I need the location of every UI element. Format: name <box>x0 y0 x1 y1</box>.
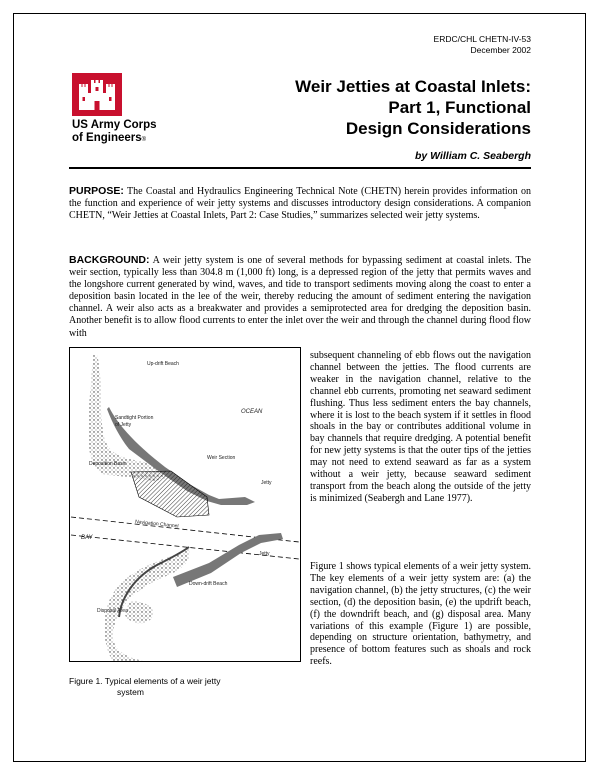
document-id <box>434 34 531 56</box>
label-jetty-top: Jetty <box>261 480 272 486</box>
deposition-basin <box>131 471 209 517</box>
org-line-1: US Army Corps <box>72 119 157 131</box>
caption-line-1: Figure 1. Typical elements of a weir jetty <box>69 676 221 686</box>
title-line-2: Part 1, Functional <box>388 98 531 117</box>
figure-caption <box>69 676 301 698</box>
disposal-area <box>125 601 153 623</box>
background-label: BACKGROUND: <box>69 254 150 266</box>
doc-number: ERDC/CHL CHETN-IV-53 <box>433 34 531 44</box>
weir-jetty-diagram <box>69 347 301 662</box>
downdrift-beach-landmass <box>104 547 189 661</box>
purpose-paragraph <box>69 185 531 222</box>
label-updrift-beach: Up-drift Beach <box>147 361 179 367</box>
label-bay: BAY <box>81 535 93 541</box>
label-navigation-channel: Navigation Channel <box>134 519 179 530</box>
label-ocean: OCEAN <box>241 409 263 415</box>
label-weir-section: Weir Section <box>207 455 236 461</box>
title-divider <box>69 167 531 169</box>
figure-1-diagram <box>69 347 301 662</box>
background-continued: subsequent channeling of ebb flows out the navigation channel between the jetties. The flood currents are weaker in the navigation channel, relative to the channel ebb currents, promoting net seaward sediment flushing. Thus less sediment enters the bay channels, where it is lost to the beach system if it settles in flood shoals in the bay or contributes additional volume in bay channels that require dredging. A potential benefit for new jetty systems is that the outer tips of the jetties may not need to extend seaward as far as a system without a weir jetty, because seaward sediment transport from the beach along the outside of the jetty is minimized (Seabergh and Lane 1977). <box>310 350 531 504</box>
background-paragraph <box>69 254 531 340</box>
label-downdrift-beach: Down-drift Beach <box>189 581 228 587</box>
purpose-label: PURPOSE: <box>69 185 124 197</box>
label-deposition-basin: Deposition Basin <box>89 461 127 467</box>
label-disposal-area: Disposal Area <box>97 608 128 614</box>
trademark-symbol: ® <box>141 137 147 143</box>
label-sandtight: Sandtight Portion <box>115 415 154 421</box>
organization-name <box>72 119 157 147</box>
figure-description-paragraph: Figure 1 shows typical elements of a weir jetty system. The key elements of a weir jetty system are: (a) the navigation channel, (b) the jetty structures, (c) the weir section, (d) the deposition basin, (e) the updrift beach, (f) the downdrift beach, and (g) disposal area. Many variations of this example (Figure 1) are possible, depending on structure orientation, bathymetry, and presence of bottom features such as shoals and rock reefs. <box>310 561 531 668</box>
background-text: A weir jetty system is one of several methods for bypassing sediment at coastal inlets. The weir section, typically less than 304.8 m (1,000 ft) long, is a depressed region of the jetty that permits waves and the longshore current generated by wind, waves, and tide to transport sediments moving along the coast to enter a deposition basin located in the lee of the weir, thereby reducing the amount of sediment entering the navigation channel. A weir also acts as a breakwater and provides a semiprotected area for dredging the deposition basin. Another benefit is to allow flood currents to enter the inlet over the weir and through the channel during flood flow with <box>69 255 531 339</box>
lower-jetty <box>173 533 283 587</box>
page-title <box>295 76 531 139</box>
title-line-1: Weir Jetties at Coastal Inlets: <box>295 77 531 96</box>
label-jetty-bottom: Jetty <box>259 551 270 557</box>
author-byline: by William C. Seabergh <box>414 150 531 162</box>
purpose-text: The Coastal and Hydraulics Engineering Technical Note (CHETN) herein provides information on the function and experience of weir jetty systems and discusses introductory design considerations. A companion CHETN, “Weir Jetties at Coastal Inlets, Part 2: Case Studies,” summarizes selected weir jetty systems. <box>69 186 531 222</box>
caption-line-2: system <box>117 687 144 697</box>
title-line-3: Design Considerations <box>345 119 531 138</box>
doc-date: December 2002 <box>470 45 531 55</box>
org-line-2: of Engineers <box>72 132 142 144</box>
castle-logo-icon <box>72 73 122 116</box>
label-sandtight-2: of Jetty <box>115 422 132 428</box>
